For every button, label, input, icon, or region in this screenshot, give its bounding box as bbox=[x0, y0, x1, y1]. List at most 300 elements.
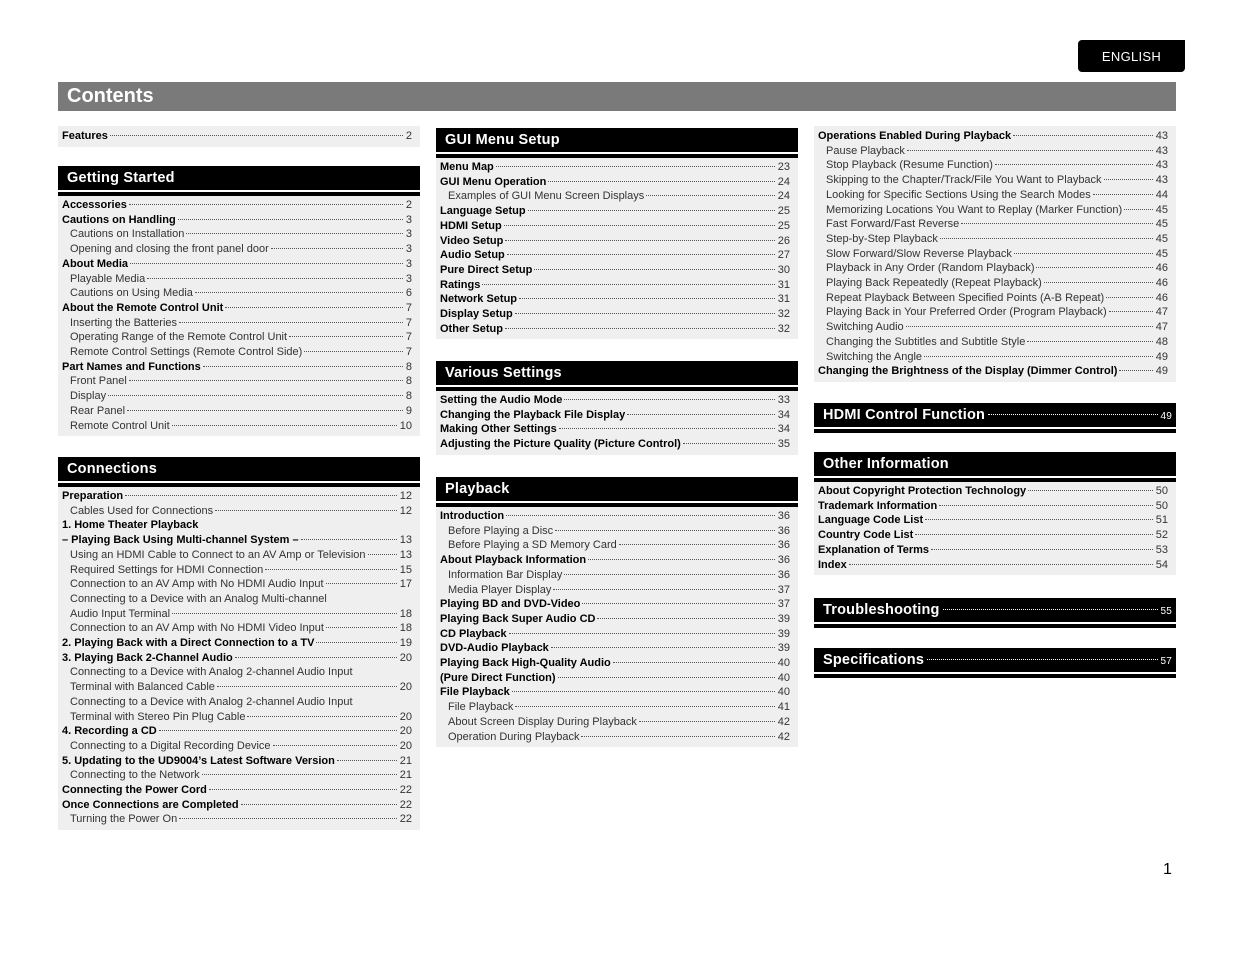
dot-leader bbox=[564, 399, 774, 400]
dot-leader bbox=[247, 716, 396, 717]
page-ref: 45 bbox=[1155, 232, 1168, 245]
toc-entry[interactable] bbox=[440, 307, 790, 322]
toc-entry[interactable] bbox=[62, 404, 412, 419]
page-ref: 49 bbox=[1155, 350, 1168, 363]
page-ref: 39 bbox=[777, 612, 790, 625]
toc-entry-label: Adjusting the Picture Quality (Picture Control) bbox=[440, 438, 681, 451]
page-ref: 46 bbox=[1155, 277, 1168, 290]
toc-entry-label: About Media bbox=[62, 257, 128, 270]
toc-entry[interactable] bbox=[440, 393, 790, 408]
toc-entry-label: (Pure Direct Function) bbox=[440, 671, 556, 684]
toc-entry[interactable] bbox=[62, 129, 412, 144]
toc-list bbox=[436, 507, 798, 747]
section-heading[interactable]: GUI Menu Setup bbox=[436, 128, 798, 152]
dot-leader bbox=[915, 534, 1152, 535]
toc-list bbox=[436, 158, 798, 339]
dot-leader bbox=[241, 804, 397, 805]
page-ref: 9 bbox=[405, 404, 412, 417]
toc-entry[interactable] bbox=[440, 234, 790, 249]
toc-entry[interactable] bbox=[818, 188, 1168, 203]
toc-entry-label: Rear Panel bbox=[70, 404, 126, 417]
toc-entry[interactable] bbox=[62, 489, 412, 504]
toc-entry-label: GUI Menu Operation bbox=[440, 175, 547, 188]
page-ref: 10 bbox=[399, 419, 412, 432]
toc-entry-label: Using an HDMI Cable to Connect to an AV Amp or Television bbox=[70, 548, 366, 561]
toc-entry[interactable] bbox=[440, 278, 790, 293]
toc-entry[interactable] bbox=[440, 685, 790, 700]
toc-entry[interactable] bbox=[818, 158, 1168, 173]
page-ref: 34 bbox=[777, 408, 790, 421]
dot-leader bbox=[683, 443, 775, 444]
dot-leader bbox=[1119, 370, 1152, 371]
dot-leader bbox=[925, 519, 1153, 520]
page-ref: 43 bbox=[1155, 130, 1168, 142]
toc-list bbox=[814, 482, 1176, 575]
toc-entry[interactable] bbox=[440, 671, 790, 686]
toc-entry-label: Video Setup bbox=[440, 234, 504, 247]
dot-leader bbox=[316, 642, 396, 643]
dot-leader bbox=[1124, 209, 1153, 210]
page-ref: 18 bbox=[399, 622, 412, 635]
dot-leader bbox=[548, 181, 774, 182]
toc-entry-label: Switching the Angle bbox=[826, 350, 923, 363]
page-ref: 12 bbox=[399, 504, 412, 517]
page-ref: 40 bbox=[777, 671, 790, 684]
dot-leader bbox=[337, 760, 397, 761]
toc-entry[interactable] bbox=[440, 553, 790, 568]
toc-entry-label: Cautions on Handling bbox=[62, 213, 176, 226]
toc-entry-label: 3. Playing Back 2-Channel Audio bbox=[62, 651, 233, 664]
toc-entry[interactable] bbox=[62, 607, 412, 622]
toc-entry[interactable] bbox=[62, 316, 412, 331]
dot-leader bbox=[147, 278, 403, 279]
dot-leader bbox=[235, 657, 397, 658]
toc-entry-label: About Playback Information bbox=[440, 554, 587, 567]
toc-entry[interactable] bbox=[818, 499, 1168, 514]
page-ref: 18 bbox=[399, 607, 412, 620]
gui-menu-setup-section bbox=[436, 128, 798, 339]
toc-entry[interactable] bbox=[440, 248, 790, 263]
toc-entry[interactable] bbox=[440, 656, 790, 671]
section-heading[interactable]: Various Settings bbox=[436, 361, 798, 385]
toc-entry[interactable] bbox=[62, 798, 412, 813]
page-ref: 26 bbox=[777, 234, 790, 247]
toc-entry[interactable] bbox=[62, 754, 412, 769]
toc-entry[interactable] bbox=[440, 408, 790, 423]
dot-leader bbox=[558, 677, 775, 678]
toc-entry-label: Playing Back High-Quality Audio bbox=[440, 657, 611, 670]
toc-entry-label: Audio Input Terminal bbox=[70, 607, 171, 620]
toc-entry[interactable] bbox=[440, 730, 790, 745]
toc-entry[interactable] bbox=[818, 558, 1168, 573]
toc-entry[interactable] bbox=[62, 345, 412, 360]
page-title: Contents bbox=[58, 82, 1176, 111]
dot-leader bbox=[597, 618, 774, 619]
toc-entry[interactable] bbox=[62, 330, 412, 345]
page-ref: 45 bbox=[1155, 247, 1168, 260]
page-ref: 13 bbox=[399, 534, 412, 547]
toc-entry[interactable] bbox=[440, 437, 790, 452]
playback-section bbox=[436, 477, 798, 747]
toc-entry[interactable] bbox=[818, 232, 1168, 247]
toc-entry[interactable] bbox=[62, 257, 412, 272]
page-ref: 36 bbox=[777, 554, 790, 567]
toc-entry-label: Ratings bbox=[440, 278, 481, 291]
dot-leader bbox=[553, 589, 774, 590]
toc-entry[interactable] bbox=[818, 543, 1168, 558]
toc-entry[interactable] bbox=[62, 242, 412, 257]
page-ref: 41 bbox=[777, 701, 790, 714]
dot-leader bbox=[178, 219, 403, 220]
dot-leader bbox=[619, 544, 775, 545]
page-ref: 8 bbox=[405, 375, 412, 388]
toc-entry[interactable] bbox=[440, 263, 790, 278]
page-ref: 22 bbox=[399, 798, 412, 811]
section-heading[interactable]: Specifications 57 bbox=[814, 648, 1176, 672]
dot-leader bbox=[507, 254, 775, 255]
toc-entry-label: Explanation of Terms bbox=[818, 543, 930, 556]
dot-leader bbox=[906, 326, 1153, 327]
dot-leader bbox=[639, 721, 775, 722]
toc-entry-label: Changing the Playback File Display bbox=[440, 408, 626, 421]
page-ref: 36 bbox=[777, 568, 790, 581]
toc-entry[interactable] bbox=[440, 568, 790, 583]
page-ref: 6 bbox=[405, 287, 412, 300]
toc-entry-label: Making Other Settings bbox=[440, 423, 557, 436]
dot-leader bbox=[943, 609, 1159, 610]
dot-leader bbox=[130, 263, 403, 264]
page-ref: 33 bbox=[777, 394, 790, 406]
page-ref: 21 bbox=[399, 754, 412, 767]
toc-entry-label: Playing Back Super Audio CD bbox=[440, 612, 596, 625]
dot-leader bbox=[482, 284, 774, 285]
specifications-section bbox=[814, 648, 1176, 678]
toc-entry[interactable] bbox=[440, 700, 790, 715]
dot-leader bbox=[127, 410, 403, 411]
toc-entry[interactable] bbox=[818, 261, 1168, 276]
page-ref: 8 bbox=[405, 390, 412, 403]
toc-entry-label: Playing Back Repeatedly (Repeat Playback) bbox=[826, 277, 1042, 290]
features-section bbox=[58, 126, 420, 147]
dot-leader bbox=[519, 298, 775, 299]
toc-entry[interactable] bbox=[62, 548, 412, 563]
toc-entry[interactable] bbox=[440, 612, 790, 627]
dot-leader bbox=[179, 818, 397, 819]
toc-entry-label: 4. Recording a CD bbox=[62, 725, 157, 738]
toc-entry[interactable] bbox=[62, 374, 412, 389]
section-rule bbox=[814, 674, 1176, 678]
toc-entry[interactable] bbox=[62, 621, 412, 636]
page-ref: 46 bbox=[1155, 262, 1168, 275]
toc-entry[interactable] bbox=[440, 524, 790, 539]
toc-entry[interactable] bbox=[818, 350, 1168, 365]
toc-entry-label: Skipping to the Chapter/Track/File You Want to Playback bbox=[826, 174, 1102, 187]
page-ref: 12 bbox=[399, 490, 412, 502]
page-ref: 45 bbox=[1155, 218, 1168, 231]
page-ref: 13 bbox=[399, 548, 412, 561]
toc-entry-label: Connecting to the Network bbox=[70, 769, 200, 782]
toc-entry[interactable] bbox=[62, 389, 412, 404]
dot-leader bbox=[931, 549, 1153, 550]
toc-entry-label: – Playing Back Using Multi-channel System – bbox=[62, 534, 299, 547]
toc-entry[interactable] bbox=[440, 322, 790, 337]
dot-leader bbox=[1109, 311, 1153, 312]
page-ref: 7 bbox=[405, 301, 412, 314]
toc-entry[interactable] bbox=[62, 301, 412, 316]
toc-entry[interactable] bbox=[440, 422, 790, 437]
toc-entry[interactable] bbox=[818, 528, 1168, 543]
section-heading[interactable]: Other Information bbox=[814, 452, 1176, 476]
toc-entry[interactable] bbox=[818, 335, 1168, 350]
toc-entry-label: Display Setup bbox=[440, 308, 513, 321]
toc-entry[interactable] bbox=[818, 484, 1168, 499]
toc-entry[interactable] bbox=[818, 291, 1168, 306]
toc-entry[interactable] bbox=[440, 627, 790, 642]
dot-leader bbox=[203, 366, 403, 367]
section-heading[interactable]: Getting Started bbox=[58, 166, 420, 190]
toc-entry-label: 2. Playing Back with a Direct Connection to a TV bbox=[62, 637, 315, 650]
dot-leader bbox=[559, 428, 775, 429]
toc-entry-label: Index bbox=[818, 558, 847, 571]
toc-entry-label: Connection to an AV Amp with No HDMI Audio Input bbox=[70, 578, 324, 591]
toc-entry[interactable] bbox=[62, 636, 412, 651]
toc-entry-label: Setting the Audio Mode bbox=[440, 394, 563, 406]
toc-entry[interactable] bbox=[62, 419, 412, 434]
toc-entry[interactable] bbox=[62, 739, 412, 754]
toc-entry[interactable] bbox=[818, 129, 1168, 144]
dot-leader bbox=[108, 395, 403, 396]
page-ref: 45 bbox=[1155, 203, 1168, 216]
toc-entry-label: Connecting to a Device with Analog 2-channel Audio Input bbox=[70, 666, 353, 679]
toc-entry-label: File Playback bbox=[440, 686, 510, 699]
page-ref: 32 bbox=[777, 322, 790, 335]
page-ref: 54 bbox=[1155, 558, 1168, 571]
page-ref: 3 bbox=[405, 228, 412, 241]
page-ref: 53 bbox=[1155, 543, 1168, 556]
page-ref: 2 bbox=[405, 199, 412, 211]
toc-entry-label: DVD-Audio Playback bbox=[440, 642, 549, 655]
toc-entry[interactable] bbox=[62, 724, 412, 739]
page-ref: 50 bbox=[1155, 499, 1168, 512]
toc-entry[interactable] bbox=[62, 577, 412, 592]
page-ref: 20 bbox=[399, 710, 412, 723]
toc-entry[interactable] bbox=[62, 227, 412, 242]
page-ref: 39 bbox=[777, 642, 790, 655]
language-tab[interactable]: ENGLISH bbox=[1078, 40, 1185, 72]
dot-leader bbox=[509, 633, 775, 634]
dot-leader bbox=[125, 495, 397, 496]
page-ref: 3 bbox=[405, 213, 412, 226]
toc-entry[interactable] bbox=[62, 272, 412, 287]
section-heading[interactable]: Troubleshooting 55 bbox=[814, 598, 1176, 622]
page-ref: 44 bbox=[1155, 188, 1168, 201]
toc-entry[interactable] bbox=[62, 783, 412, 798]
toc-entry[interactable] bbox=[818, 144, 1168, 159]
page-ref: 24 bbox=[777, 190, 790, 203]
section-heading[interactable]: HDMI Control Function 49 bbox=[814, 403, 1176, 427]
toc-entry[interactable] bbox=[818, 247, 1168, 262]
toc-entry[interactable] bbox=[62, 533, 412, 548]
toc-entry[interactable] bbox=[818, 364, 1168, 379]
dot-leader bbox=[1014, 253, 1153, 254]
toc-entry-label: Country Code List bbox=[818, 529, 914, 542]
dot-leader bbox=[582, 603, 774, 604]
toc-entry-label: Language Setup bbox=[440, 205, 526, 218]
dot-leader bbox=[506, 515, 775, 516]
toc-entry-label: Operation During Playback bbox=[448, 730, 580, 743]
page-ref: 48 bbox=[1155, 335, 1168, 348]
toc-entry-label: Playing BD and DVD-Video bbox=[440, 598, 581, 611]
toc-entry-label: Changing the Brightness of the Display (Dimmer Control) bbox=[818, 365, 1118, 378]
toc-entry-label: Memorizing Locations You Want to Replay (Marker Function) bbox=[826, 203, 1123, 216]
dot-leader bbox=[225, 307, 403, 308]
toc-entry[interactable] bbox=[62, 360, 412, 375]
toc-entry[interactable] bbox=[818, 276, 1168, 291]
dot-leader bbox=[1104, 179, 1153, 180]
toc-entry[interactable] bbox=[440, 597, 790, 612]
dot-leader bbox=[505, 328, 775, 329]
page-ref: 20 bbox=[399, 725, 412, 738]
page-ref: 19 bbox=[399, 637, 412, 650]
toc-entry-label: Cables Used for Connections bbox=[70, 504, 214, 517]
dot-leader bbox=[1036, 267, 1152, 268]
page-ref: 43 bbox=[1155, 159, 1168, 172]
operations-section bbox=[814, 126, 1176, 382]
dot-leader bbox=[271, 248, 403, 249]
toc-entry[interactable] bbox=[440, 160, 790, 175]
toc-entry[interactable] bbox=[62, 680, 412, 695]
page-ref: 8 bbox=[405, 360, 412, 373]
toc-entry[interactable] bbox=[440, 219, 790, 234]
toc-entry-label: Trademark Information bbox=[818, 499, 938, 512]
various-settings-section bbox=[436, 361, 798, 455]
toc-entry-label: Connecting the Power Cord bbox=[62, 784, 207, 797]
page-ref: 42 bbox=[777, 715, 790, 728]
dot-leader bbox=[961, 223, 1152, 224]
toc-entry[interactable] bbox=[440, 189, 790, 204]
section-heading[interactable]: Connections bbox=[58, 457, 420, 481]
dot-leader bbox=[217, 686, 397, 687]
toc-entry-label: Playback in Any Order (Random Playback) bbox=[826, 262, 1035, 275]
toc-entry[interactable] bbox=[440, 509, 790, 524]
dot-leader bbox=[551, 647, 775, 648]
toc-entry-label: Connecting to a Device with Analog 2-channel Audio Input bbox=[70, 695, 353, 708]
dot-leader bbox=[512, 691, 775, 692]
dot-leader bbox=[172, 425, 397, 426]
toc-entry-label: About Screen Display During Playback bbox=[448, 715, 637, 728]
toc-entry[interactable] bbox=[818, 203, 1168, 218]
toc-entry-label: About Copyright Protection Technology bbox=[818, 485, 1027, 497]
page-ref: 32 bbox=[777, 308, 790, 321]
page-ref: 47 bbox=[1155, 306, 1168, 319]
dot-leader bbox=[195, 292, 403, 293]
dot-leader bbox=[988, 414, 1158, 415]
toc-entry-label: Turning the Power On bbox=[70, 813, 178, 826]
toc-entry-label: Pause Playback bbox=[826, 144, 905, 157]
toc-entry-label: Operations Enabled During Playback bbox=[818, 130, 1012, 142]
toc-entry-label: Inserting the Batteries bbox=[70, 316, 178, 329]
page-ref: 40 bbox=[777, 686, 790, 699]
other-information-section bbox=[814, 452, 1176, 575]
toc-entry-label: Preparation bbox=[62, 490, 124, 502]
dot-leader bbox=[1093, 194, 1153, 195]
toc-entry[interactable] bbox=[818, 513, 1168, 528]
toc-entry[interactable] bbox=[62, 651, 412, 666]
page-ref: 15 bbox=[399, 563, 412, 576]
toc-list bbox=[58, 196, 420, 436]
page-ref: 37 bbox=[777, 598, 790, 611]
toc-entry-label: HDMI Setup bbox=[440, 219, 502, 232]
toc-entry-label: Stop Playback (Resume Function) bbox=[826, 159, 993, 172]
toc-entry[interactable] bbox=[440, 538, 790, 553]
toc-entry[interactable] bbox=[818, 173, 1168, 188]
section-heading[interactable]: Playback bbox=[436, 477, 798, 501]
toc-list bbox=[58, 126, 420, 147]
page-ref: 36 bbox=[777, 510, 790, 522]
toc-entry[interactable] bbox=[62, 563, 412, 578]
page-ref: 42 bbox=[777, 730, 790, 743]
toc-entry[interactable] bbox=[818, 305, 1168, 320]
dot-leader bbox=[304, 351, 403, 352]
toc-entry-label: Playing Back in Your Preferred Order (Program Playback) bbox=[826, 306, 1107, 319]
section-rule bbox=[814, 624, 1176, 628]
toc-entry[interactable] bbox=[62, 768, 412, 783]
dot-leader bbox=[129, 204, 403, 205]
dot-leader bbox=[1013, 135, 1153, 136]
page-ref: 43 bbox=[1155, 174, 1168, 187]
toc-entry[interactable] bbox=[440, 175, 790, 190]
toc-entry[interactable] bbox=[440, 204, 790, 219]
toc-entry[interactable] bbox=[62, 286, 412, 301]
page-ref: 49 bbox=[1155, 365, 1168, 378]
toc-entry[interactable] bbox=[62, 710, 412, 725]
dot-leader bbox=[995, 164, 1153, 165]
dot-leader bbox=[326, 627, 397, 628]
page-ref: 7 bbox=[405, 331, 412, 344]
page-ref: 3 bbox=[405, 243, 412, 256]
toc-entry-label: Examples of GUI Menu Screen Displays bbox=[448, 190, 645, 203]
toc-entry-label: Menu Map bbox=[440, 161, 494, 173]
page-ref: 43 bbox=[1155, 144, 1168, 157]
toc-entry-label: Language Code List bbox=[818, 514, 924, 527]
toc-entry[interactable] bbox=[62, 504, 412, 519]
page-ref: 57 bbox=[1160, 656, 1172, 667]
toc-entry[interactable] bbox=[440, 292, 790, 307]
toc-entry[interactable] bbox=[440, 641, 790, 656]
toc-entry[interactable] bbox=[440, 583, 790, 598]
toc-entry[interactable] bbox=[62, 198, 412, 213]
toc-entry-label: Repeat Playback Between Specified Points (A-B Repeat) bbox=[826, 291, 1105, 304]
toc-entry bbox=[62, 592, 412, 607]
toc-entry[interactable] bbox=[440, 715, 790, 730]
toc-entry[interactable] bbox=[818, 320, 1168, 335]
toc-entry-label: Audio Setup bbox=[440, 249, 505, 262]
toc-entry[interactable] bbox=[818, 217, 1168, 232]
dot-leader bbox=[555, 530, 775, 531]
toc-entry-label: Remote Control Settings (Remote Control Side) bbox=[70, 346, 303, 359]
toc-entry-label: Playable Media bbox=[70, 272, 146, 285]
dot-leader bbox=[627, 414, 775, 415]
toc-entry bbox=[62, 665, 412, 680]
page-ref: 17 bbox=[399, 578, 412, 591]
toc-entry-label: Pure Direct Setup bbox=[440, 263, 533, 276]
toc-entry bbox=[62, 695, 412, 710]
page-number: 1 bbox=[1163, 861, 1172, 878]
toc-entry[interactable] bbox=[62, 213, 412, 228]
toc-entry[interactable] bbox=[62, 812, 412, 827]
toc-entry-label: Once Connections are Completed bbox=[62, 798, 239, 811]
toc-entry-label: Step-by-Step Playback bbox=[826, 232, 938, 245]
